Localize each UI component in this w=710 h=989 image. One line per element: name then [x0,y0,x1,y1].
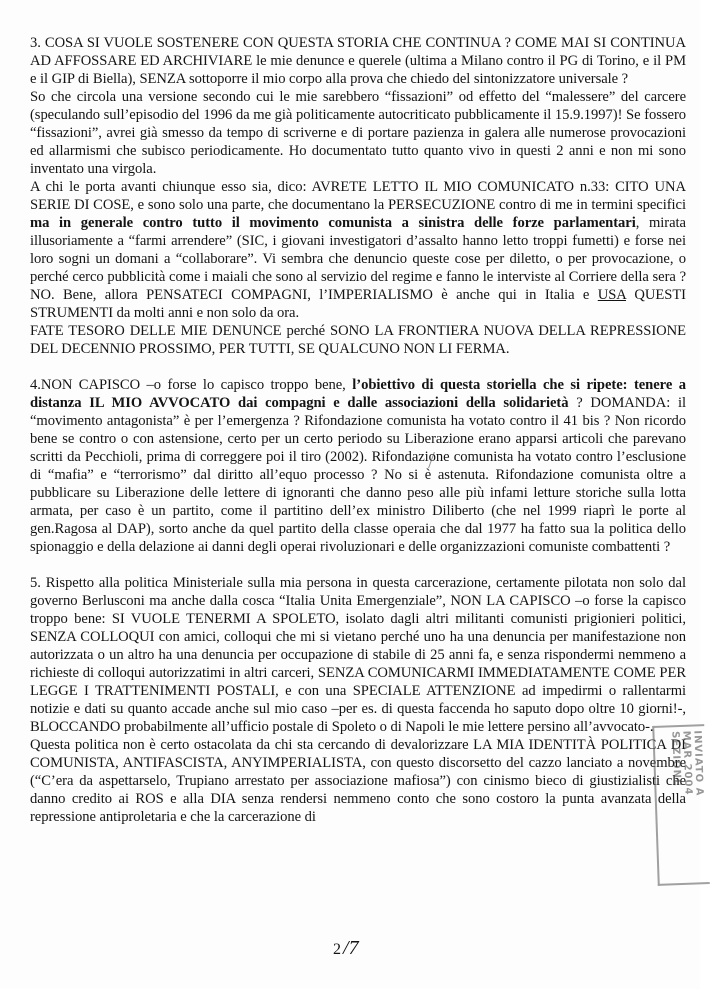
text-run: So che circola una versione secondo cui le mie sarebbero “fissazioni” od effetto del “malessere” del carcere (speculando sull’episodio del 1996 da me già politicamente autocriticato pubblicamente il 15.9.1997)! Se fossero “fissazioni”, avrei già smesso da tempo di scriverne e di portare pazienza in galera alle numerose provocazioni ed allarmismi che subisco periodicamente. Ho documentato tutto quanto vivo in questi 2 anni e non mi sono inventato una virgola. [30,89,686,177]
stamp-line: SEZIONE [669,730,683,788]
text-run: A chi le porta avanti chiunque esso sia, dico: AVRETE LETTO IL MIO COMUNICATO n.33: CITO UNA SERIE DI COSE, e sono solo una parte, che documentano la PERSECUZIONE contro di me in termini specifici [30,179,686,213]
paragraph [30,376,686,556]
page-current: 2 [333,941,341,958]
bold-text: l’obiettivo di questa storiella che si ripete: tenere a distanza IL MIO AVVOCATO dai compagni e dalle associazioni della solidarietà [30,377,686,411]
paragraph [30,88,686,178]
bold-text: ma in generale contro tutto il movimento comunista a sinistra delle forze parlamentari [30,215,636,231]
text-run: , mirata illusoriamente a “farmi arrendere” (SIC, i giovani investigatori d’assalto hanno letto troppi fumetti) e forse nei loro sogni un domani a “collaborare”. Vi sembra che denuncio queste cose per diletto, o per provocazione, o perché cerco pubblicità come i maiali che sono al servizio del regime e fanno le interviste al Corriere della sera ? NO. Bene, allora PENSATECI COMPAGNI, l’IMPERIALISMO è anche qui in Italia e [30,215,686,303]
text-run: 3. COSA SI VUOLE SOSTENERE CON QUESTA STORIA CHE CONTINUA ? COME MAI SI CONTINUA AD AFFOSSARE ED ARCHIVIARE le mie denunce e querele (ultima a Milano contro il PG di Torino, e il PM e il GIP di Biella), SENZA sottoporre il mio corpo alla prova che chiedo del sintonizzatore universale ? [30,35,686,87]
paragraph [30,178,686,322]
page-total: /7 [343,937,359,959]
page-number [333,937,359,960]
text-run: FATE TESORO DELLE MIE DENUNCE perché SONO LA FRONTIERA NUOVA DELLA REPRESSIONE DEL DECENNIO PROSSIMO, PER TUTTI, SE QUALCUNO NON LI FERMA. [30,323,686,357]
document-body [30,34,686,826]
paragraph-gap [30,358,686,376]
text-run: ? DOMANDA: il “movimento antagonista” è per l’emergenza ? Rifondazione comunista ha votato contro il 41 bis ? Non ricordo bene se contro o con astensione, certo per un certo periodo su Liberazione erano apparsi articoli che parevano scritti da Pecchioli, prima di correggere poi il tiro (2002). Rifondazione comunista ha votato contro l’esclusione di “mafia” e “terrorismo” dal diritto all’equo processo ? No si è astenuta. Rifondazione comunista oltre a pubblicare su Liberazione delle lettere di ignoranti che danno peso alle più infami letture storiche sulla lotta armata, per caso è un partito, come il partitino dell’ex ministro Diliberto (che nel 1999 riaprì le porte al gen.Ragosa al DAP), sorto anche da quel partito della classe operaia che dal 1977 ha fatto sua la politica dello spionaggio e della delazione ai danni degli operai rivoluzionari e delle organizzazioni comuniste combattenti ? [30,395,686,555]
underlined-text: USA [597,287,626,303]
text-run: Questa politica non è certo ostacolata da chi sta cercando di devalorizzare LA MIA IDENTITÀ POLITICA DI COMUNISTA, ANTIFASCISTA, ANYIMPERIALISTA, con questo discorsetto del cazzo lanciato a novembre (“C’era da aspettarselo, Trupiano arrestato per associazione mafiosa”) con cinismo bieco di giustizialisti che danno credito ai ROS e alla DIA senza rendersi nemmeno conto che sono costoro la punta avanzata della repressione antiproletaria e che la carcerazione di [30,737,686,825]
received-stamp [652,724,710,886]
paragraph [30,574,686,736]
stamp-line: INVIATO A [691,730,705,797]
paragraph [30,34,686,88]
paragraph-gap [30,556,686,574]
text-run: 4.NON CAPISCO –o forse lo capisco troppo bene, [30,377,353,393]
text-run: 5. Rispetto alla politica Ministeriale sulla mia persona in questa carcerazione, certamente pilotata non solo dal governo Berlusconi ma anche dalla cosca “Italia Unita Emergenziale”, NON LA CAPISCO –o forse la capisco troppo bene: SI VUOLE TENERMI A SPOLETO, isolato dagli altri militanti comunisti prigionieri politici, SENZA COLLOQUI con amici, colloqui che mi si vietano perché uno ha una denuncia per manifestazione non autorizzata o un altro ha una denuncia per occupazione di stabile di 25 anni fa, e senza rispondermi nemmeno a richieste di colloqui autorizzatimi in altri carceri, SENZA COMUNICARMI IMMEDIATAMENTE COME PER LEGGE I TRATTENIMENTI POSTALI, e con una SPECIALE ATTENZIONE ad impedirmi o rallentarmi notizie e dati su quanto accade anche sul mio caso –per es. di questa faccenda ho saputo dopo oltre 10 giorni!-, BLOCCANDO probabilmente all’ufficio postale di Spoleto o di Napoli le mie lettere persino all’avvocato-. [30,575,686,735]
paragraph [30,322,686,358]
paragraph [30,736,686,826]
stamp-line: MAR 2004 [680,730,694,796]
text-run: QUESTI STRUMENTI da molti anni e non solo da ora. [30,287,686,321]
